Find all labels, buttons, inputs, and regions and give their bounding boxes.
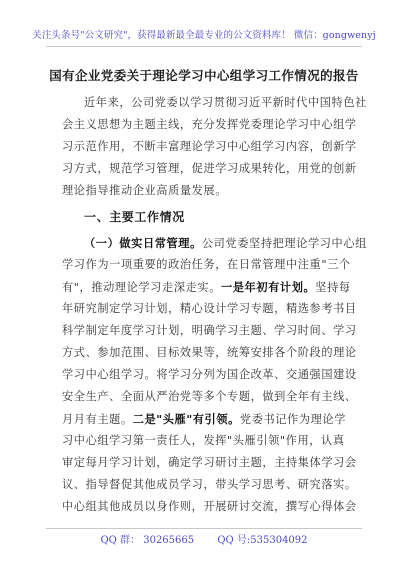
intro-line: 会主义思想为主题主线，充分发挥党委理论学习中心组学 <box>62 118 357 131</box>
header-divider <box>46 46 362 47</box>
promo-banner: 关注头条号"公文研究"，获得最新最全最专业的公文资料库！ 微信：gongwenyj <box>32 30 376 41</box>
body-text: 有"，推动理论学习走深走实。 <box>62 281 221 294</box>
body-line: 科学制定年度学习计划，明确学习主题、学习时间、学习 <box>62 324 357 337</box>
intro-line: 习方式，规范学习管理，促进学习成果转化，用党的创新 <box>62 162 357 175</box>
footer-divider <box>46 528 362 529</box>
point-one-heading: 一是年初有计划。 <box>220 280 316 294</box>
intro-line: 近年来，公司党委以学习贯彻习近平新时代中国特色社 <box>84 96 367 109</box>
body-line: 年研究制定学习计划，精心设计学习专题，精选参考书目 <box>62 302 357 315</box>
body-line: 习中心组学习第一责任人，发挥"头雁引领"作用，认真 <box>62 434 345 447</box>
body-line: 中心组其他成员以身作则，开展研讨交流，撰写心得体会 <box>62 500 357 513</box>
body-text: 公司党委坚持把理论学习中心组 <box>201 237 367 250</box>
qq-number: QQ 号:535304092 <box>217 535 308 546</box>
intro-line: 理论指导推动企业高质量发展。 <box>62 184 228 197</box>
body-line: 议、指导督促其他成员学习，带头学习思考、研究落实。 <box>62 478 357 491</box>
body-line: 审定每月学习计划，确定学习研讨主题，主持集体学习会 <box>62 456 357 469</box>
body-line: 方式、参加范围、目标效果等，统筹安排各个阶段的理论 <box>62 346 357 359</box>
footer-contact <box>0 531 408 546</box>
body-line <box>62 276 350 298</box>
body-line: 学习中心组学习。将学习分列为国企改革、交通强国建设 <box>62 368 357 381</box>
body-line <box>62 232 367 254</box>
body-text: 党委书记作为理论学 <box>239 413 346 426</box>
subheading-daily-management: （一）做实日常管理。 <box>84 236 202 250</box>
document-title: 国有企业党委关于理论学习中心组学习工作情况的报告 <box>49 68 359 83</box>
intro-line: 习示范作用，不断丰富理论学习中心组学习内容，创新学 <box>62 140 357 153</box>
qq-group: QQ 群： 30265665 <box>100 535 195 546</box>
body-line: 安全生产、全面从严治党等多个专题，做到全年有主线、 <box>62 390 357 403</box>
body-line <box>62 408 350 430</box>
intro-paragraph <box>62 92 367 202</box>
body-text: 坚持每 <box>315 281 351 294</box>
point-two-heading: 二是"头雁"有引领。 <box>132 412 240 426</box>
body-text: 月月有主题。 <box>62 413 133 426</box>
body-line: 学习作为一项重要的政治任务，在日常管理中注重"三个 <box>62 258 351 271</box>
section-heading: 一、主要工作情况 <box>84 210 185 224</box>
body-paragraph <box>62 232 367 518</box>
